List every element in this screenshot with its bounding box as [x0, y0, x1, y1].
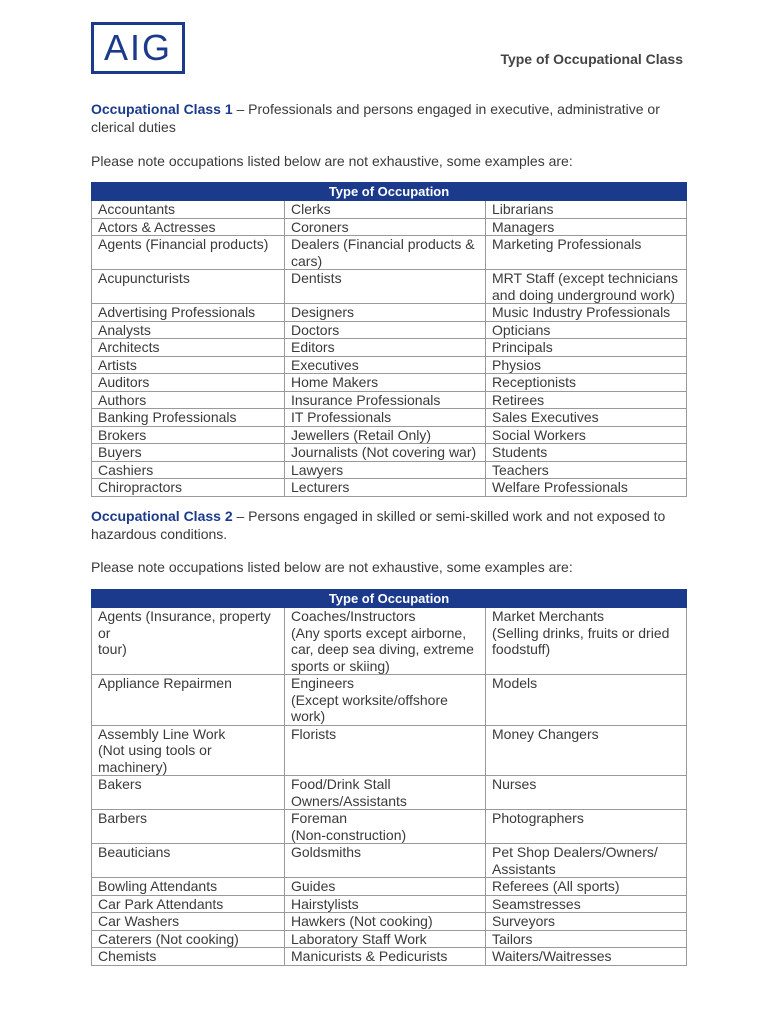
table-cell	[285, 270, 486, 304]
occupation-text: Insurance Professionals	[291, 391, 441, 408]
occupation-text: Doctors	[291, 321, 340, 338]
table-cell	[92, 218, 285, 236]
table-cell	[285, 236, 486, 270]
table-row	[92, 409, 687, 427]
table-cell	[486, 236, 687, 270]
occupation-text: Photographers	[492, 810, 584, 826]
table-cell	[486, 304, 687, 322]
occupation-text: Surveyors	[492, 913, 556, 929]
occupation-text: Seamstresses	[492, 895, 581, 912]
table-cell	[285, 409, 486, 427]
table-cell	[486, 461, 687, 479]
table-row	[92, 236, 687, 270]
table-cell	[285, 218, 486, 236]
occupation-text: Pet Shop Dealers/Owners/	[492, 844, 658, 860]
occupation-text: Architects	[98, 339, 160, 355]
occupation-text: Bakers	[98, 776, 142, 792]
occupation-text: Designers	[291, 304, 355, 320]
occupation-text: Tailors	[492, 930, 533, 947]
occupation-text: cars)	[291, 252, 323, 269]
table-cell	[486, 810, 687, 844]
table-cell	[285, 201, 486, 219]
occupation-text: Lawyers	[291, 461, 344, 478]
table-cell	[285, 461, 486, 479]
table-row	[92, 844, 687, 878]
table-cell	[486, 391, 687, 409]
occupation-text: Guides	[291, 878, 336, 894]
table-row	[92, 218, 687, 236]
table-cell	[92, 374, 285, 392]
table-cell	[486, 675, 687, 726]
table-row	[92, 930, 687, 948]
occupation-text: Owners/Assistants	[291, 792, 407, 809]
occupation-text: Marketing Professionals	[492, 236, 642, 252]
table-cell	[92, 304, 285, 322]
table-cell	[486, 374, 687, 392]
table-cell	[92, 426, 285, 444]
occupation-text: MRT Staff (except technicians	[492, 270, 678, 286]
table-cell	[285, 895, 486, 913]
table-row	[92, 270, 687, 304]
occupation-text: Bowling Attendants	[98, 878, 218, 894]
occupation-text: Actors & Actresses	[98, 218, 216, 235]
class1-description: – Professionals and persons engaged in executive, administrative or clerical duties	[91, 101, 660, 135]
table-cell	[486, 895, 687, 913]
table-cell	[486, 608, 687, 675]
table-cell	[92, 725, 285, 776]
table-cell	[285, 913, 486, 931]
table-cell	[486, 218, 687, 236]
table-cell	[92, 913, 285, 931]
table-row	[92, 339, 687, 357]
table-cell	[285, 878, 486, 896]
occupation-text: Dealers (Financial products &	[291, 236, 475, 252]
occupation-text: Money Changers	[492, 725, 599, 742]
table-row	[92, 479, 687, 497]
class1-table-body	[92, 201, 687, 497]
occupation-text: Foreman	[291, 810, 348, 826]
table-cell	[92, 321, 285, 339]
occupation-text: sports or skiing)	[291, 657, 390, 674]
table-row	[92, 878, 687, 896]
table-cell	[486, 725, 687, 776]
table-cell	[285, 479, 486, 497]
table-row	[92, 608, 687, 675]
occupation-text: Assembly Line Work	[98, 725, 226, 742]
class2-table-body	[92, 608, 687, 966]
occupation-text: car, deep sea diving, extreme	[291, 641, 474, 657]
occupation-text: Executives	[291, 356, 359, 373]
occupation-text: Hairstylists	[291, 895, 359, 912]
table-cell	[486, 878, 687, 896]
table-row	[92, 913, 687, 931]
table-row	[92, 321, 687, 339]
occupation-text: Physios	[492, 356, 542, 373]
table-cell	[285, 725, 486, 776]
document-title: Type of Occupational Class	[500, 51, 683, 67]
table-cell	[92, 236, 285, 270]
occupation-text: Assistants	[492, 860, 556, 877]
table-cell	[285, 844, 486, 878]
occupation-text: Retirees	[492, 391, 545, 408]
occupation-text: Music Industry Professionals	[492, 304, 671, 320]
aig-logo	[91, 22, 185, 74]
occupation-text: Florists	[291, 725, 337, 742]
occupation-text: Goldsmiths	[291, 844, 362, 860]
table-cell	[486, 270, 687, 304]
table-row	[92, 810, 687, 844]
occupation-text: Nurses	[492, 776, 537, 792]
class2-description: – Persons engaged in skilled or semi-skilled work and not exposed to hazardous conditions.	[91, 508, 666, 542]
table-cell	[92, 444, 285, 462]
table-row	[92, 426, 687, 444]
table-cell	[486, 426, 687, 444]
occupation-text: Food/Drink Stall	[291, 776, 391, 792]
occupation-text: Clerks	[291, 201, 331, 217]
occupation-text: IT Professionals	[291, 409, 392, 425]
occupation-text: Auditors	[98, 374, 150, 390]
table-row	[92, 356, 687, 374]
occupation-text: Journalists (Not covering war)	[291, 444, 477, 460]
occupation-text: Social Workers	[492, 426, 586, 443]
table-cell	[92, 776, 285, 810]
occupation-text: tour)	[98, 641, 127, 657]
table-row	[92, 201, 687, 219]
occupation-text: Jewellers (Retail Only)	[291, 426, 432, 443]
class2-table	[91, 589, 687, 966]
table-cell	[285, 675, 486, 726]
table-cell	[92, 479, 285, 497]
occupation-text: Managers	[492, 218, 555, 235]
table-cell	[486, 201, 687, 219]
table-cell	[486, 913, 687, 931]
occupation-text: Lecturers	[291, 479, 350, 495]
occupation-text: Hawkers (Not cooking)	[291, 913, 433, 929]
table-cell	[285, 339, 486, 357]
occupation-text: Brokers	[98, 426, 147, 443]
table-cell	[285, 444, 486, 462]
table-cell	[285, 948, 486, 966]
table-cell	[285, 426, 486, 444]
occupation-text: Banking Professionals	[98, 409, 237, 425]
occupation-text: Cashiers	[98, 461, 154, 478]
table-cell	[285, 776, 486, 810]
table-cell	[92, 461, 285, 479]
occupation-text: (Not using tools or machinery)	[98, 742, 212, 775]
table-cell	[486, 409, 687, 427]
table-cell	[92, 948, 285, 966]
class1-table-header: Type of Occupation	[92, 183, 687, 201]
occupation-text: Chemists	[98, 948, 157, 964]
occupation-text: Waiters/Waitresses	[492, 948, 612, 964]
table-cell	[92, 391, 285, 409]
table-cell	[285, 930, 486, 948]
class1-note: Please note occupations listed below are not exhaustive, some examples are:	[91, 153, 573, 169]
table-cell	[92, 675, 285, 726]
table-cell	[92, 930, 285, 948]
occupation-text: Editors	[291, 339, 335, 355]
table-cell	[486, 948, 687, 966]
table-cell	[92, 810, 285, 844]
occupation-text: Opticians	[492, 321, 551, 338]
table-row	[92, 374, 687, 392]
table-cell	[92, 356, 285, 374]
occupation-text: Agents (Insurance, property or	[98, 608, 271, 641]
occupation-text: Accountants	[98, 201, 176, 217]
table-cell	[486, 321, 687, 339]
class1-intro	[91, 100, 681, 136]
occupation-text: Welfare Professionals	[492, 479, 628, 495]
occupation-text: (Non-construction)	[291, 826, 407, 843]
table-cell	[92, 844, 285, 878]
occupation-text: Buyers	[98, 444, 142, 460]
table-cell	[92, 878, 285, 896]
occupation-text: Manicurists & Pedicurists	[291, 948, 448, 964]
table-row	[92, 895, 687, 913]
class2-table-header: Type of Occupation	[92, 590, 687, 608]
occupation-text: (Any sports except airborne,	[291, 624, 467, 641]
occupation-text: Authors	[98, 391, 147, 408]
occupation-text: (Selling drinks, fruits or dried	[492, 624, 670, 641]
class2-heading: Occupational Class 2	[91, 508, 233, 524]
table-cell	[285, 356, 486, 374]
occupation-text: Dentists	[291, 270, 342, 286]
occupation-text: Engineers	[291, 675, 355, 691]
class2-note: Please note occupations listed below are not exhaustive, some examples are:	[91, 559, 573, 575]
table-row	[92, 725, 687, 776]
table-cell	[486, 444, 687, 462]
occupation-text: Beauticians	[98, 844, 171, 860]
table-cell	[92, 270, 285, 304]
occupation-text: Car Park Attendants	[98, 895, 224, 912]
table-row	[92, 304, 687, 322]
table-cell	[92, 201, 285, 219]
table-cell	[285, 391, 486, 409]
occupation-text: Teachers	[492, 461, 549, 478]
occupation-text: Laboratory Staff Work	[291, 930, 427, 947]
occupation-text: Coroners	[291, 218, 349, 235]
table-cell	[285, 304, 486, 322]
occupation-text: Artists	[98, 356, 137, 373]
class1-table	[91, 182, 687, 497]
occupation-text: Advertising Professionals	[98, 304, 256, 320]
table-cell	[92, 895, 285, 913]
occupation-text: Acupuncturists	[98, 270, 190, 286]
table-cell	[92, 608, 285, 675]
class1-heading: Occupational Class 1	[91, 101, 233, 117]
occupation-text: Chiropractors	[98, 479, 183, 495]
table-row	[92, 948, 687, 966]
table-row	[92, 391, 687, 409]
table-cell	[486, 930, 687, 948]
occupation-text: Coaches/Instructors	[291, 608, 416, 624]
table-cell	[486, 356, 687, 374]
table-cell	[92, 339, 285, 357]
occupation-text: Home Makers	[291, 374, 379, 390]
occupation-text: and doing underground work)	[492, 286, 675, 303]
logo-text: AIG	[103, 27, 172, 68]
occupation-text: Agents (Financial products)	[98, 236, 269, 252]
table-cell	[285, 321, 486, 339]
class2-intro	[91, 507, 681, 543]
occupation-text: foodstuff)	[492, 641, 551, 657]
table-row	[92, 461, 687, 479]
occupation-text: work)	[291, 708, 326, 724]
occupation-text: Models	[492, 675, 538, 691]
occupation-text: Market Merchants	[492, 608, 605, 624]
table-cell	[486, 844, 687, 878]
table-cell	[486, 479, 687, 497]
occupation-text: Students	[492, 444, 548, 460]
occupation-text: Sales Executives	[492, 409, 599, 425]
occupation-text: Appliance Repairmen	[98, 675, 232, 691]
table-row	[92, 675, 687, 726]
table-row	[92, 776, 687, 810]
occupation-text: Receptionists	[492, 374, 577, 390]
table-cell	[486, 339, 687, 357]
occupation-text: Car Washers	[98, 913, 180, 929]
occupation-text: Referees (All sports)	[492, 878, 620, 894]
table-cell	[285, 374, 486, 392]
occupation-text: Librarians	[492, 201, 554, 217]
table-cell	[285, 810, 486, 844]
table-cell	[285, 608, 486, 675]
occupation-text: (Except worksite/offshore	[291, 691, 448, 708]
table-cell	[486, 776, 687, 810]
occupation-text: Barbers	[98, 810, 148, 826]
table-row	[92, 444, 687, 462]
table-cell	[92, 409, 285, 427]
occupation-text: Principals	[492, 339, 553, 355]
occupation-text: Analysts	[98, 321, 151, 338]
occupation-text: Caterers (Not cooking)	[98, 930, 239, 947]
